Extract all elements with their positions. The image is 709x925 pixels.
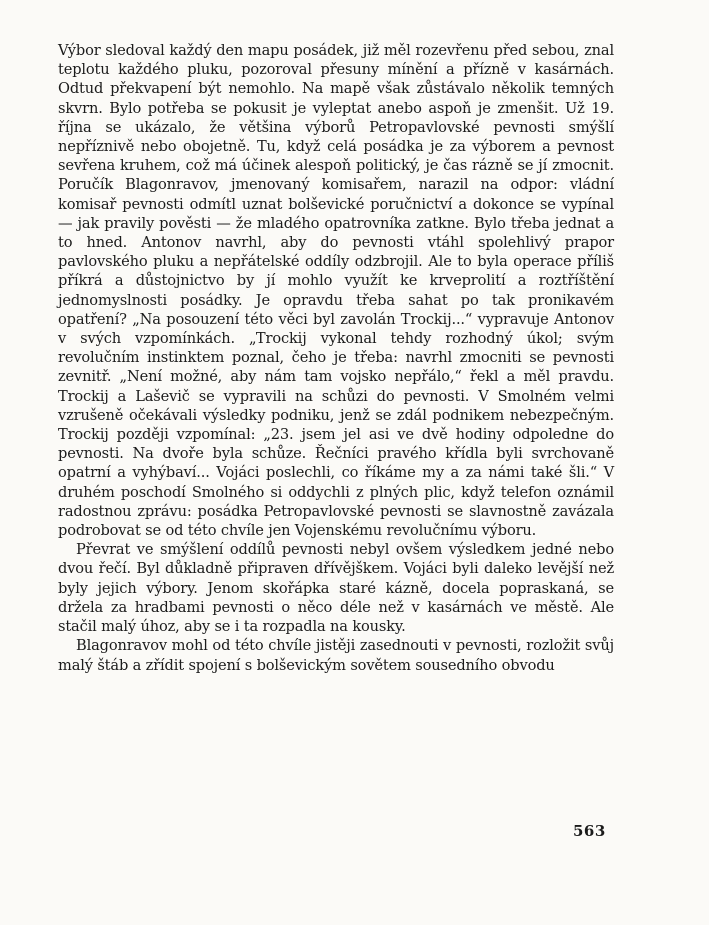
paragraph-2: Převrat ve smýšlení oddílů pevnosti nebyl ovšem výsledkem jedné nebo dvou řečí. Byl důkladně připraven dřívějškem. Vojáci byli daleko levější než byly jejich výbory. Jenom skořápka staré kázně, docela popraskaná, se držela za hradbami pevnosti o něco déle než v kasárnách ve městě. Ale stačil malý úhoz, aby se i ta rozpadla na kousky. [58,541,614,636]
paragraph-3: Blagonravov mohl od této chvíle jistěji zasednouti v pevnosti, rozložit svůj malý štáb a zřídit spojení s bolševickým sovětem sousedního obvodu [58,637,614,674]
page-number: 563 [573,822,606,840]
paragraph-1: Výbor sledoval každý den mapu posádek, již měl rozevřenu před sebou, znal teplotu každého pluku, pozoroval přesuny mínění a přízně v kasárnách. Odtud překvapení být nemohlo. Na mapě však zůstávalo několik temných skvrn. Bylo potřeba se pokusit je vyleptat anebo aspoň je zmenšit. Už 19. října se ukázalo, že většina výborů Petropavlovské pevnosti smýšlí nepříznivě nebo obojetně. Tu, když celá posádka je za výborem a pevnost sevřena kruhem, což má účinek alespoň politický, je čas rázně se jí zmocnit. Poručík Blagonravov, jmenovaný komisařem, narazil na odpor: vládní komisař pevnosti odmítl uznat bolševické poručnictví a dokonce se vypínal — jak pravily pověsti — že mladého opatrovníka zatkne. Bylo třeba jednat a to hned. Antonov navrhl, aby do pevnosti vtáhl spolehlivý prapor pavlovského pluku a nepřátelské oddíly odzbrojil. Ale to byla operace příliš příkrá a důstojnictvo by jí mohlo využít ke krveprolití a roztříštění jednomyslnosti posádky. Je opravdu třeba sahat po tak pronikavém opatření? „Na posouzení této věci byl zavolán Trockij...“ vypravuje Antonov v svých vzpomínkách. „Trockij vykonal tehdy rozhodný úkol; svým revolučním instinktem poznal, čeho je třeba: navrhl zmocniti se pevnosti zevnitř. „Není možné, aby nám tam vojsko nepřálo,“ řekl a měl pravdu. Trockij a Laševič se vypravili na schůzi do pevnosti. V Smolném velmi vzrušeně očekávali výsledky podniku, jenž se zdál podnikem nebezpečným. Trockij později vzpomínal: „23. jsem jel asi ve dvě hodiny odpoledne do pevnosti. Na dvoře byla schůze. Řečníci pravého křídla byli svrchovaně opatrní a vyhýbaví... Vojáci poslechli, co říkáme my a za námi také šli.“ V druhém poschodí Smolného si oddychli z plných plic, když telefon oznámil radostnou zprávu: posádka Petropavlovské pevnosti se slavnostně zavázala podrobovat se od této chvíle jen Vojenskému revolučnímu výboru. [58,42,614,540]
page-body [58,41,614,675]
